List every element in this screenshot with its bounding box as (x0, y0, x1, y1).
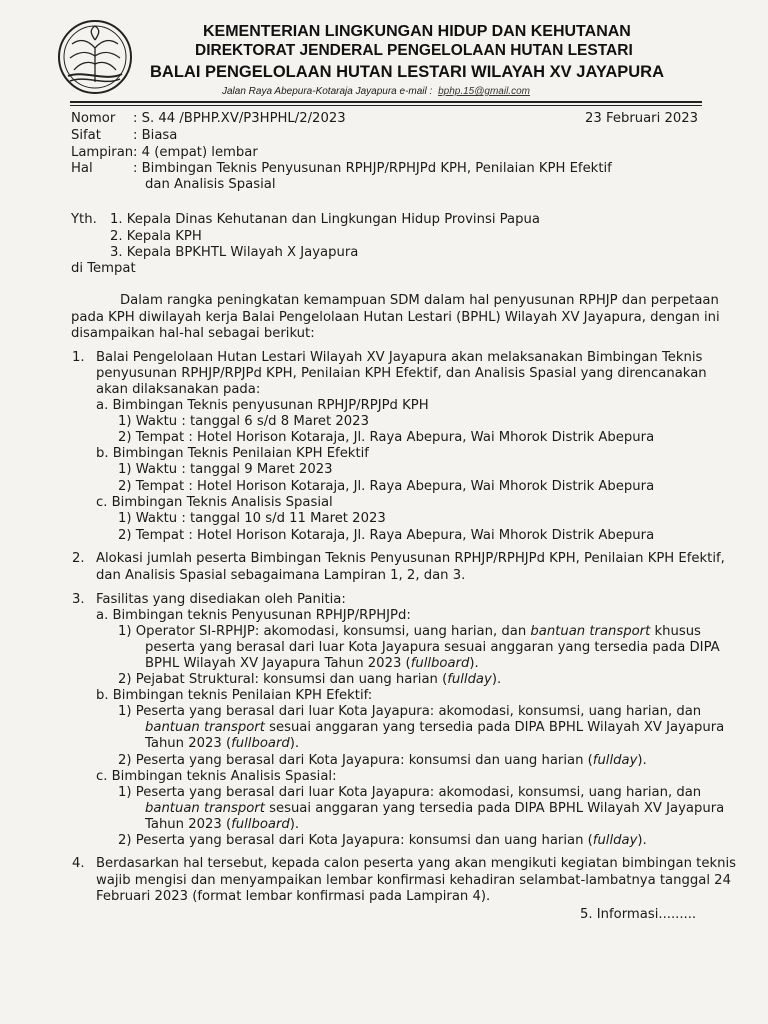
hal-value-cont: dan Analisis Spasial (145, 177, 276, 192)
text-span: sesuai anggaran yang tersedia pada DIPA BPHL Wilayah XV Jayapura (264, 720, 725, 735)
point-1-c: c. Bimbingan Teknis Analisis Spasial (96, 495, 333, 510)
yth-label: Yth. (71, 212, 97, 227)
point-3-a-2 (118, 671, 501, 688)
office-name: BALAI PENGELOLAAN HUTAN LESTARI WILAYAH XV JAYAPURA (150, 63, 665, 81)
point-4-line-1: Berdasarkan hal tersebut, kepada calon peserta yang akan mengikuti kegiatan bimbingan teknis (96, 856, 736, 871)
intro-line-3: disampaikan hal-hal sebagai berikut: (71, 326, 315, 341)
hal-label: Hal (71, 161, 93, 176)
point-3-b: b. Bimbingan teknis Penilaian KPH Efektif: (96, 688, 373, 703)
text-span: ). (491, 672, 502, 687)
address-line (222, 86, 530, 97)
point-3-b-1-line-3 (145, 735, 299, 752)
point-1-b: b. Bimbingan Teknis Penilaian KPH Efektif (96, 446, 369, 461)
point-3-a-1-line-1 (118, 623, 701, 640)
point-1-num: 1. (72, 350, 85, 365)
point-2-num: 2. (72, 551, 85, 566)
point-3-c-1-line-3 (145, 816, 299, 833)
text-span: ). (289, 736, 300, 751)
italic-span: fullboard (231, 736, 290, 751)
italic-span: fullboard (231, 817, 290, 832)
italic-span: fullboard (410, 656, 470, 671)
text-span: ). (637, 753, 647, 768)
point-1-b-2: 2) Tempat : Hotel Horison Kotaraja, Jl. Raya Abepura, Wai Mhorok Distrik Abepura (118, 479, 655, 494)
text-span: Tahun 2023 ( (145, 817, 232, 832)
point-1-c-2: 2) Tempat : Hotel Horison Kotaraja, Jl. Raya Abepura, Wai Mhorok Distrik Abepura (118, 528, 655, 543)
letterhead-rule-thin (70, 105, 702, 106)
directorate-name: DIREKTORAT JENDERAL PENGELOLAAN HUTAN LESTARI (195, 42, 633, 59)
ministry-name: KEMENTERIAN LINGKUNGAN HIDUP DAN KEHUTANAN (203, 23, 631, 40)
intro-line-1: Dalam rangka peningkatan kemampuan SDM dalam hal penyusunan RPHJP dan perpetaan (120, 293, 719, 308)
italic-span: bantuan transport (145, 801, 265, 816)
nomor-value: : S. 44 /BPHP.XV/P3HPHL/2/2023 (133, 111, 346, 126)
italic-span: bantuan transport (145, 720, 265, 735)
intro-line-2: pada KPH diwilayah kerja Balai Pengelolaan Hutan Lestari (BPHL) Wilayah XV Jayapura, dengan ini (71, 310, 720, 325)
point-3-a-1-line-2: peserta yang berasal dari luar Kota Jayapura sesuai anggaran yang tersedia pada DIPA (145, 640, 720, 655)
point-1-a-2: 2) Tempat : Hotel Horison Kotaraja, Jl. Raya Abepura, Wai Mhorok Distrik Abepura (118, 430, 655, 445)
text-span: 2) Peserta yang berasal dari Kota Jayapura: konsumsi dan uang harian ( (118, 753, 593, 768)
point-3-a: a. Bimbingan teknis Penyusunan RPHJP/RPHJPd: (96, 608, 411, 623)
text-span: sesuai anggaran yang tersedia pada DIPA BPHL Wilayah XV Jayapura (264, 801, 725, 816)
italic-span: bantuan transport (530, 624, 651, 639)
sifat-label: Sifat (71, 128, 101, 143)
text-span: ). (469, 656, 479, 671)
text-span: khusus (650, 624, 701, 639)
text-span: BPHL Wilayah XV Jayapura Tahun 2023 ( (145, 656, 411, 671)
point-3-num: 3. (72, 592, 85, 607)
recipient-1: 1. Kepala Dinas Kehutanan dan Lingkungan Hidup Provinsi Papua (110, 212, 540, 227)
di-tempat: di Tempat (71, 261, 136, 276)
italic-span: fullday (592, 753, 638, 768)
address-text: Jalan Raya Abepura-Kotaraja Jayapura e-mail : (222, 86, 433, 97)
point-4-line-3: Februari 2023 (format lembar konfirmasi pada Lampiran 4). (96, 889, 491, 904)
point-1-line-1: Balai Pengelolaan Hutan Lestari Wilayah XV Jayapura akan melaksanakan Bimbingan Teknis (96, 350, 703, 365)
recipient-3: 3. Kepala BPKHTL Wilayah X Jayapura (110, 245, 359, 260)
point-1-b-1: 1) Waktu : tanggal 9 Maret 2023 (118, 462, 333, 477)
point-3-b-2 (118, 752, 647, 769)
sifat-value: : Biasa (133, 128, 178, 143)
point-3-a-1-line-3 (145, 655, 479, 672)
point-1-a-1: 1) Waktu : tanggal 6 s/d 8 Maret 2023 (118, 414, 369, 429)
point-1-a: a. Bimbingan Teknis penyusunan RPHJP/RPJPd KPH (96, 398, 429, 413)
letterhead-rule (70, 101, 702, 103)
text-span: 2) Pejabat Struktural: konsumsi dan uang harian ( (118, 672, 448, 687)
continuation-marker: 5. Informasi......... (580, 907, 697, 922)
point-1-c-1: 1) Waktu : tanggal 10 s/d 11 Maret 2023 (118, 511, 386, 526)
text-span: 1) Operator SI-RPHJP: akomodasi, konsumsi, uang harian, dan (118, 624, 531, 639)
lampiran-label: Lampiran (71, 145, 134, 160)
point-2-line-1: Alokasi jumlah peserta Bimbingan Teknis Penyusunan RPHJP/RPHJPd KPH, Penilaian KPH Efektif, (96, 551, 725, 566)
point-3-c-2 (118, 832, 647, 849)
point-2-line-2: dan Analisis Spasial sebagaimana Lampiran 1, 2, dan 3. (96, 568, 466, 583)
hal-value: : Bimbingan Teknis Penyusunan RPHJP/RPHJPd KPH, Penilaian KPH Efektif (133, 161, 612, 176)
text-span: 2) Peserta yang berasal dari Kota Jayapura: konsumsi dan uang harian ( (118, 833, 593, 848)
text-span: ). (289, 817, 300, 832)
point-3-c: c. Bimbingan teknis Analisis Spasial: (96, 769, 337, 784)
point-3-b-1-line-1: 1) Peserta yang berasal dari luar Kota Jayapura: akomodasi, konsumsi, uang harian, dan (118, 704, 702, 719)
italic-span: fullday (592, 833, 638, 848)
point-1-line-3: akan dilaksanakan pada: (96, 382, 261, 397)
point-3-line-1: Fasilitas yang disediakan oleh Panitia: (96, 592, 346, 607)
ministry-logo (56, 18, 134, 96)
recipient-2: 2. Kepala KPH (110, 229, 202, 244)
text-span: ). (637, 833, 647, 848)
nomor-label: Nomor (71, 111, 116, 126)
point-3-c-1-line-1: 1) Peserta yang berasal dari luar Kota Jayapura: akomodasi, konsumsi, uang harian, dan (118, 785, 702, 800)
point-3-c-1-line-2 (145, 800, 724, 817)
point-1-line-2: penyusunan RPHJP/RPJPd KPH, Penilaian KPH Efektif, dan Analisis Spasial yang direncanakan (96, 366, 707, 381)
text-span: Tahun 2023 ( (145, 736, 232, 751)
point-3-b-1-line-2 (145, 719, 724, 736)
letter-date: 23 Februari 2023 (585, 111, 699, 126)
italic-span: fullday (447, 672, 492, 687)
lampiran-value: : 4 (empat) lembar (133, 145, 258, 160)
point-4-num: 4. (72, 856, 85, 871)
email-link[interactable]: bphp.15@gmail.com (438, 86, 530, 97)
point-4-line-2: wajib mengisi dan menyampaikan lembar konfirmasi kehadiran selambat-lambatnya tanggal 24 (96, 873, 731, 888)
